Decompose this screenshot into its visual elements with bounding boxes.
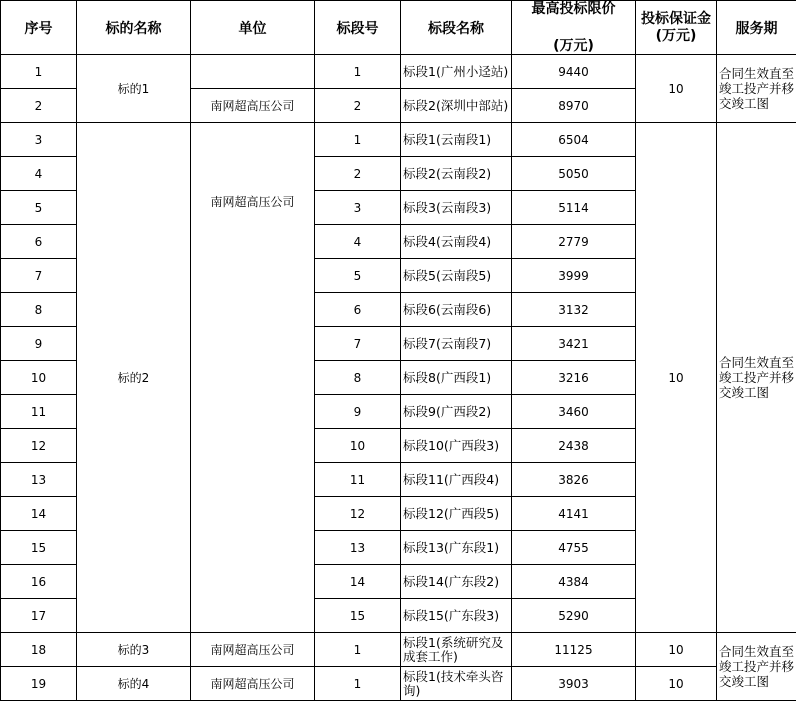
header-deposit-unit: (万元) bbox=[655, 27, 697, 44]
cell-seq: 1 bbox=[1, 55, 77, 89]
cell-section-name: 标段10(广西段3) bbox=[401, 429, 512, 463]
header-deposit-label: 投标保证金 bbox=[641, 10, 711, 27]
cell-section-no: 4 bbox=[315, 225, 401, 259]
cell-section-no: 3 bbox=[315, 191, 401, 225]
cell-deposit: 10 bbox=[636, 123, 717, 633]
cell-section-no: 8 bbox=[315, 361, 401, 395]
cell-price: 9440 bbox=[512, 55, 636, 89]
cell-section-no: 2 bbox=[315, 89, 401, 123]
cell-price: 3132 bbox=[512, 293, 636, 327]
cell-seq: 11 bbox=[1, 395, 77, 429]
cell-section-no: 15 bbox=[315, 599, 401, 633]
cell-service bbox=[717, 123, 796, 633]
cell-section-name: 标段8(广西段1) bbox=[401, 361, 512, 395]
cell-section-name: 标段1(广州小迳站) bbox=[401, 55, 512, 89]
cell-seq: 15 bbox=[1, 531, 77, 565]
cell-seq: 5 bbox=[1, 191, 77, 225]
cell-section-no: 1 bbox=[315, 667, 401, 701]
header-service: 服务期 bbox=[717, 1, 796, 55]
cell-unit bbox=[191, 123, 315, 633]
cell-price: 3216 bbox=[512, 361, 636, 395]
cell-price: 6504 bbox=[512, 123, 636, 157]
cell-deposit: 10 bbox=[636, 667, 717, 701]
cell-price: 2438 bbox=[512, 429, 636, 463]
cell-deposit: 10 bbox=[636, 633, 717, 667]
header-max-price-unit: (万元) bbox=[553, 38, 594, 54]
cell-price: 2779 bbox=[512, 225, 636, 259]
cell-price: 3826 bbox=[512, 463, 636, 497]
cell-section-name: 标段11(广西段4) bbox=[401, 463, 512, 497]
cell-unit: 南网超高压公司 bbox=[191, 667, 315, 701]
cell-price: 3421 bbox=[512, 327, 636, 361]
table-row bbox=[1, 633, 796, 667]
cell-section-name: 标段13(广东段1) bbox=[401, 531, 512, 565]
cell-seq: 4 bbox=[1, 157, 77, 191]
cell-price: 3460 bbox=[512, 395, 636, 429]
cell-seq: 14 bbox=[1, 497, 77, 531]
cell-price: 11125 bbox=[512, 633, 636, 667]
cell-service-text: 合同生效直至竣工投产并移交竣工图 bbox=[719, 355, 795, 400]
cell-service: 合同生效直至竣工投产并移交竣工图 bbox=[717, 55, 796, 123]
cell-section-name: 标段6(云南段6) bbox=[401, 293, 512, 327]
cell-seq: 12 bbox=[1, 429, 77, 463]
cell-seq: 6 bbox=[1, 225, 77, 259]
cell-section-name: 标段15(广东段3) bbox=[401, 599, 512, 633]
cell-unit: 南网超高压公司 bbox=[191, 633, 315, 667]
cell-section-no: 1 bbox=[315, 123, 401, 157]
cell-section-name: 标段5(云南段5) bbox=[401, 259, 512, 293]
cell-seq: 10 bbox=[1, 361, 77, 395]
cell-target: 标的2 bbox=[77, 123, 191, 633]
cell-section-no: 10 bbox=[315, 429, 401, 463]
header-seq: 序号 bbox=[1, 1, 77, 55]
cell-price: 8970 bbox=[512, 89, 636, 123]
header-section-name: 标段名称 bbox=[401, 1, 512, 55]
cell-section-no: 5 bbox=[315, 259, 401, 293]
header-unit: 单位 bbox=[191, 1, 315, 55]
cell-seq: 7 bbox=[1, 259, 77, 293]
cell-seq: 13 bbox=[1, 463, 77, 497]
table-row bbox=[1, 667, 796, 701]
cell-section-no: 14 bbox=[315, 565, 401, 599]
cell-section-name: 标段1(技术牵头咨询) bbox=[401, 667, 512, 701]
cell-price: 3999 bbox=[512, 259, 636, 293]
cell-section-no: 2 bbox=[315, 157, 401, 191]
cell-seq: 19 bbox=[1, 667, 77, 701]
cell-section-no: 11 bbox=[315, 463, 401, 497]
header-target: 标的名称 bbox=[77, 1, 191, 55]
cell-unit-blank bbox=[191, 55, 315, 89]
header-section-no: 标段号 bbox=[315, 1, 401, 55]
cell-seq: 2 bbox=[1, 89, 77, 123]
cell-section-name: 标段2(云南段2) bbox=[401, 157, 512, 191]
cell-seq: 9 bbox=[1, 327, 77, 361]
cell-price: 5114 bbox=[512, 191, 636, 225]
cell-seq: 17 bbox=[1, 599, 77, 633]
cell-target: 标的1 bbox=[77, 55, 191, 123]
cell-price: 4141 bbox=[512, 497, 636, 531]
cell-section-no: 1 bbox=[315, 633, 401, 667]
cell-price: 4755 bbox=[512, 531, 636, 565]
header-max-price bbox=[512, 1, 636, 55]
cell-price: 5290 bbox=[512, 599, 636, 633]
cell-price: 5050 bbox=[512, 157, 636, 191]
cell-section-name: 标段14(广东段2) bbox=[401, 565, 512, 599]
cell-unit-text: 南网超高压公司 bbox=[210, 195, 295, 209]
cell-section-name: 标段9(广西段2) bbox=[401, 395, 512, 429]
cell-section-no: 13 bbox=[315, 531, 401, 565]
cell-section-name: 标段1(云南段1) bbox=[401, 123, 512, 157]
cell-section-no: 9 bbox=[315, 395, 401, 429]
cell-price: 4384 bbox=[512, 565, 636, 599]
cell-section-no: 6 bbox=[315, 293, 401, 327]
cell-price: 3903 bbox=[512, 667, 636, 701]
cell-section-no: 12 bbox=[315, 497, 401, 531]
cell-section-name: 标段4(云南段4) bbox=[401, 225, 512, 259]
cell-section-name: 标段7(云南段7) bbox=[401, 327, 512, 361]
cell-deposit: 10 bbox=[636, 55, 717, 123]
header-row bbox=[1, 1, 796, 55]
table-row bbox=[1, 123, 796, 157]
header-max-price-label: 最高投标限价 bbox=[531, 1, 616, 17]
cell-section-name: 标段3(云南段3) bbox=[401, 191, 512, 225]
table-row bbox=[1, 55, 796, 89]
cell-section-no: 1 bbox=[315, 55, 401, 89]
cell-seq: 16 bbox=[1, 565, 77, 599]
cell-seq: 8 bbox=[1, 293, 77, 327]
cell-unit: 南网超高压公司 bbox=[191, 89, 315, 123]
cell-section-no: 7 bbox=[315, 327, 401, 361]
cell-section-name: 标段2(深圳中部站) bbox=[401, 89, 512, 123]
cell-seq: 3 bbox=[1, 123, 77, 157]
cell-section-name: 标段12(广西段5) bbox=[401, 497, 512, 531]
cell-target: 标的3 bbox=[77, 633, 191, 667]
cell-target: 标的4 bbox=[77, 667, 191, 701]
cell-section-name: 标段1(系统研究及成套工作) bbox=[401, 633, 512, 667]
header-deposit bbox=[636, 1, 717, 55]
cell-seq: 18 bbox=[1, 633, 77, 667]
cell-service: 合同生效直至竣工投产并移交竣工图 bbox=[717, 633, 796, 701]
